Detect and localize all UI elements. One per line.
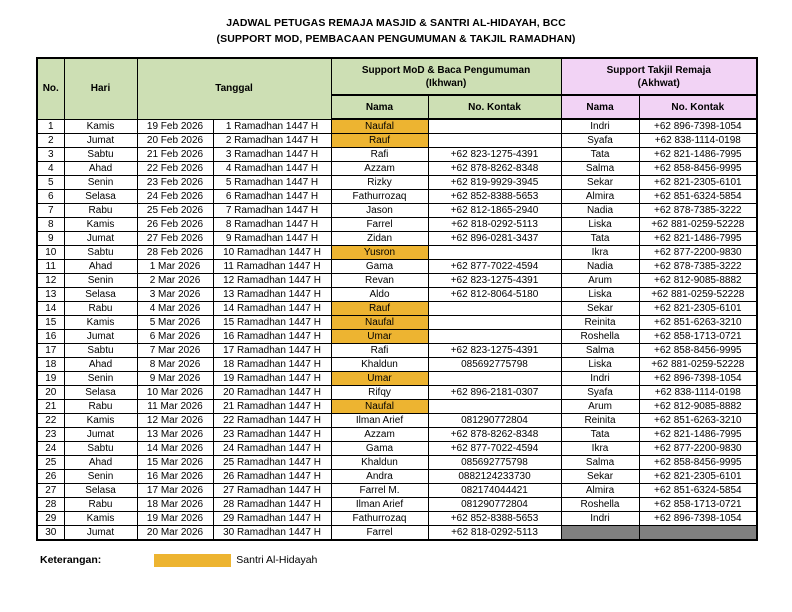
cell-tanggal: 9 Mar 2026	[137, 372, 213, 386]
cell-hari: Jumat	[64, 526, 137, 541]
cell-akhwat-kontak: +62 812-9085-8882	[639, 274, 757, 288]
cell-akhwat-kontak: +62 858-1713-0721	[639, 498, 757, 512]
cell-ikhwan-kontak: +62 896-2181-0307	[428, 386, 561, 400]
cell-hari: Kamis	[64, 512, 137, 526]
cell-akhwat-kontak: +62 821-2305-6101	[639, 470, 757, 484]
cell-ramadhan: 9 Ramadhan 1447 H	[213, 232, 331, 246]
cell-no: 6	[37, 190, 64, 204]
cell-akhwat-nama: Sekar	[561, 470, 639, 484]
cell-akhwat-nama: Ikra	[561, 246, 639, 260]
cell-hari: Sabtu	[64, 148, 137, 162]
cell-akhwat-kontak: +62 877-2200-9830	[639, 246, 757, 260]
cell-akhwat-nama: Reinita	[561, 414, 639, 428]
table-row	[37, 358, 757, 372]
cell-ramadhan: 14 Ramadhan 1447 H	[213, 302, 331, 316]
cell-ramadhan: 8 Ramadhan 1447 H	[213, 218, 331, 232]
cell-tanggal: 17 Mar 2026	[137, 484, 213, 498]
cell-akhwat-kontak: +62 821-1486-7995	[639, 232, 757, 246]
cell-akhwat-nama: Tata	[561, 428, 639, 442]
cell-no: 20	[37, 386, 64, 400]
cell-ikhwan-nama: Ilman Arief	[331, 414, 428, 428]
cell-ikhwan-kontak	[428, 302, 561, 316]
cell-tanggal: 15 Mar 2026	[137, 456, 213, 470]
cell-ikhwan-kontak: +62 823-1275-4391	[428, 274, 561, 288]
cell-no: 11	[37, 260, 64, 274]
cell-akhwat-nama: Salma	[561, 162, 639, 176]
cell-hari: Ahad	[64, 260, 137, 274]
cell-tanggal: 23 Feb 2026	[137, 176, 213, 190]
table-row	[37, 414, 757, 428]
cell-akhwat-nama: Liska	[561, 218, 639, 232]
cell-akhwat-nama: Syafa	[561, 134, 639, 148]
cell-ramadhan: 20 Ramadhan 1447 H	[213, 386, 331, 400]
cell-ikhwan-kontak: +62 819-9929-3945	[428, 176, 561, 190]
cell-ikhwan-kontak	[428, 400, 561, 414]
cell-hari: Kamis	[64, 414, 137, 428]
cell-no: 28	[37, 498, 64, 512]
header-group-ikhwan-line2: (Ikhwan)	[425, 77, 467, 89]
cell-ikhwan-nama: Rizky	[331, 176, 428, 190]
legend-swatch-meaning: Santri Al-Hidayah	[236, 554, 318, 566]
legend-label: Keterangan:	[40, 554, 102, 566]
cell-ikhwan-kontak: +62 812-1865-2940	[428, 204, 561, 218]
legend	[40, 553, 317, 567]
cell-no: 16	[37, 330, 64, 344]
cell-no: 9	[37, 232, 64, 246]
cell-hari: Jumat	[64, 232, 137, 246]
cell-tanggal: 26 Feb 2026	[137, 218, 213, 232]
cell-ramadhan: 10 Ramadhan 1447 H	[213, 246, 331, 260]
cell-ikhwan-kontak: +62 818-0292-5113	[428, 218, 561, 232]
cell-ikhwan-nama: Gama	[331, 260, 428, 274]
title-line-1: JADWAL PETUGAS REMAJA MASJID & SANTRI AL-HIDAYAH, BCC	[226, 17, 566, 29]
cell-akhwat-nama: Almira	[561, 190, 639, 204]
header-ikhwan-kontak: No. Kontak	[428, 95, 561, 119]
table-row	[37, 134, 757, 148]
cell-ikhwan-kontak	[428, 316, 561, 330]
table-row	[37, 148, 757, 162]
cell-ramadhan: 18 Ramadhan 1447 H	[213, 358, 331, 372]
cell-ramadhan: 6 Ramadhan 1447 H	[213, 190, 331, 204]
cell-no: 7	[37, 204, 64, 218]
table-row	[37, 498, 757, 512]
cell-akhwat-nama: Indri	[561, 512, 639, 526]
table-row	[37, 190, 757, 204]
header-group-akhwat	[561, 58, 757, 95]
cell-ikhwan-nama: Farrel	[331, 526, 428, 541]
cell-hari: Senin	[64, 176, 137, 190]
cell-tanggal: 28 Feb 2026	[137, 246, 213, 260]
cell-akhwat-kontak: +62 851-6324-5854	[639, 484, 757, 498]
cell-ikhwan-kontak	[428, 246, 561, 260]
cell-ikhwan-kontak: 082174044421	[428, 484, 561, 498]
cell-akhwat-kontak: +62 821-2305-6101	[639, 176, 757, 190]
table-row	[37, 526, 757, 541]
cell-ikhwan-kontak: +62 877-7022-4594	[428, 260, 561, 274]
cell-ramadhan: 27 Ramadhan 1447 H	[213, 484, 331, 498]
cell-ikhwan-kontak	[428, 372, 561, 386]
cell-ikhwan-nama: Revan	[331, 274, 428, 288]
cell-hari: Selasa	[64, 190, 137, 204]
table-row	[37, 442, 757, 456]
cell-ikhwan-nama: Naufal	[331, 400, 428, 414]
cell-ramadhan: 23 Ramadhan 1447 H	[213, 428, 331, 442]
cell-no: 23	[37, 428, 64, 442]
cell-ikhwan-nama: Gama	[331, 442, 428, 456]
cell-ikhwan-kontak: +62 878-8262-8348	[428, 162, 561, 176]
cell-tanggal: 8 Mar 2026	[137, 358, 213, 372]
cell-ikhwan-kontak: +62 852-8388-5653	[428, 512, 561, 526]
cell-no: 3	[37, 148, 64, 162]
cell-no: 5	[37, 176, 64, 190]
cell-ramadhan: 13 Ramadhan 1447 H	[213, 288, 331, 302]
cell-akhwat-kontak: +62 878-7385-3222	[639, 204, 757, 218]
table-row	[37, 372, 757, 386]
cell-akhwat-nama: Nadia	[561, 204, 639, 218]
cell-akhwat-nama: Indri	[561, 372, 639, 386]
cell-ikhwan-nama: Naufal	[331, 119, 428, 134]
table-row	[37, 288, 757, 302]
cell-akhwat-nama: Arum	[561, 400, 639, 414]
table-row	[37, 330, 757, 344]
cell-ikhwan-kontak: +62 896-0281-3437	[428, 232, 561, 246]
cell-tanggal: 13 Mar 2026	[137, 428, 213, 442]
cell-ikhwan-nama: Yusron	[331, 246, 428, 260]
cell-tanggal: 12 Mar 2026	[137, 414, 213, 428]
cell-no: 27	[37, 484, 64, 498]
cell-akhwat-kontak: +62 881-0259-52228	[639, 288, 757, 302]
cell-hari: Selasa	[64, 288, 137, 302]
cell-akhwat-kontak: +62 821-1486-7995	[639, 428, 757, 442]
cell-no: 10	[37, 246, 64, 260]
cell-hari: Kamis	[64, 119, 137, 134]
cell-hari: Kamis	[64, 316, 137, 330]
cell-ikhwan-nama: Farrel M.	[331, 484, 428, 498]
cell-ikhwan-nama: Khaldun	[331, 456, 428, 470]
cell-ramadhan: 28 Ramadhan 1447 H	[213, 498, 331, 512]
cell-hari: Senin	[64, 372, 137, 386]
cell-hari: Jumat	[64, 428, 137, 442]
cell-tanggal: 14 Mar 2026	[137, 442, 213, 456]
cell-ramadhan: 17 Ramadhan 1447 H	[213, 344, 331, 358]
cell-hari: Selasa	[64, 484, 137, 498]
cell-akhwat-nama: Ikra	[561, 442, 639, 456]
cell-tanggal: 19 Feb 2026	[137, 119, 213, 134]
cell-ikhwan-nama: Azzam	[331, 162, 428, 176]
table-row	[37, 400, 757, 414]
table-row	[37, 484, 757, 498]
header-group-ikhwan	[331, 58, 561, 95]
header-ikhwan-nama: Nama	[331, 95, 428, 119]
cell-akhwat-kontak: +62 851-6263-3210	[639, 414, 757, 428]
cell-akhwat-nama: Roshella	[561, 498, 639, 512]
cell-tanggal: 6 Mar 2026	[137, 330, 213, 344]
cell-ramadhan: 22 Ramadhan 1447 H	[213, 414, 331, 428]
cell-hari: Kamis	[64, 218, 137, 232]
cell-tanggal: 4 Mar 2026	[137, 302, 213, 316]
cell-tanggal: 3 Mar 2026	[137, 288, 213, 302]
cell-ikhwan-nama: Rafi	[331, 344, 428, 358]
cell-ikhwan-nama: Umar	[331, 330, 428, 344]
cell-tanggal: 22 Feb 2026	[137, 162, 213, 176]
cell-akhwat-nama: Arum	[561, 274, 639, 288]
table-row	[37, 246, 757, 260]
cell-ramadhan: 11 Ramadhan 1447 H	[213, 260, 331, 274]
cell-tanggal: 20 Mar 2026	[137, 526, 213, 541]
table-row	[37, 316, 757, 330]
cell-ramadhan: 5 Ramadhan 1447 H	[213, 176, 331, 190]
header-akhwat-nama: Nama	[561, 95, 639, 119]
cell-ramadhan: 21 Ramadhan 1447 H	[213, 400, 331, 414]
cell-akhwat-kontak: +62 838-1114-0198	[639, 134, 757, 148]
cell-akhwat-nama: Indri	[561, 119, 639, 134]
cell-hari: Sabtu	[64, 344, 137, 358]
cell-tanggal: 18 Mar 2026	[137, 498, 213, 512]
cell-ikhwan-nama: Rauf	[331, 134, 428, 148]
cell-tanggal: 24 Feb 2026	[137, 190, 213, 204]
cell-no: 14	[37, 302, 64, 316]
cell-tanggal: 16 Mar 2026	[137, 470, 213, 484]
cell-no: 24	[37, 442, 64, 456]
cell-ikhwan-kontak	[428, 134, 561, 148]
cell-ikhwan-nama: Rifqy	[331, 386, 428, 400]
cell-akhwat-nama: Syafa	[561, 386, 639, 400]
cell-akhwat-kontak: +62 838-1114-0198	[639, 386, 757, 400]
cell-akhwat-nama: Almira	[561, 484, 639, 498]
cell-ikhwan-kontak: 081290772804	[428, 498, 561, 512]
table-header	[37, 58, 757, 119]
table-row	[37, 456, 757, 470]
table-row	[37, 512, 757, 526]
header-no: No.	[37, 58, 64, 119]
cell-ikhwan-nama: Fathurrozaq	[331, 512, 428, 526]
header-group-akhwat-line1: Support Takjil Remaja	[606, 64, 711, 76]
cell-hari: Sabtu	[64, 442, 137, 456]
cell-ramadhan: 4 Ramadhan 1447 H	[213, 162, 331, 176]
cell-akhwat-kontak: +62 858-8456-9995	[639, 456, 757, 470]
cell-akhwat-kontak: +62 812-9085-8882	[639, 400, 757, 414]
cell-no: 8	[37, 218, 64, 232]
table-row	[37, 470, 757, 484]
cell-ikhwan-kontak: +62 823-1275-4391	[428, 344, 561, 358]
cell-akhwat-kontak: +62 858-8456-9995	[639, 344, 757, 358]
cell-no: 4	[37, 162, 64, 176]
cell-ikhwan-nama: Khaldun	[331, 358, 428, 372]
cell-akhwat-kontak: +62 896-7398-1054	[639, 512, 757, 526]
cell-hari: Senin	[64, 274, 137, 288]
cell-akhwat-kontak: +62 858-8456-9995	[639, 162, 757, 176]
cell-ikhwan-nama: Jason	[331, 204, 428, 218]
cell-akhwat-nama: Tata	[561, 232, 639, 246]
cell-ramadhan: 3 Ramadhan 1447 H	[213, 148, 331, 162]
table-row	[37, 119, 757, 134]
title-line-2: (SUPPORT MOD, PEMBACAAN PENGUMUMAN & TAKJIL RAMADHAN)	[216, 33, 576, 45]
cell-hari: Selasa	[64, 386, 137, 400]
cell-akhwat-kontak: +62 821-1486-7995	[639, 148, 757, 162]
cell-ikhwan-kontak: +62 877-7022-4594	[428, 442, 561, 456]
cell-ikhwan-nama: Umar	[331, 372, 428, 386]
cell-ramadhan: 19 Ramadhan 1447 H	[213, 372, 331, 386]
cell-hari: Rabu	[64, 498, 137, 512]
cell-no: 15	[37, 316, 64, 330]
table-row	[37, 204, 757, 218]
cell-ikhwan-kontak: +62 878-8262-8348	[428, 428, 561, 442]
header-akhwat-kontak: No. Kontak	[639, 95, 757, 119]
table-body	[37, 119, 757, 540]
cell-akhwat-nama: Salma	[561, 344, 639, 358]
cell-akhwat-kontak: +62 896-7398-1054	[639, 372, 757, 386]
cell-ramadhan: 1 Ramadhan 1447 H	[213, 119, 331, 134]
cell-ikhwan-kontak: 085692775798	[428, 358, 561, 372]
cell-tanggal: 7 Mar 2026	[137, 344, 213, 358]
cell-ikhwan-nama: Fathurrozaq	[331, 190, 428, 204]
cell-ramadhan: 29 Ramadhan 1447 H	[213, 512, 331, 526]
cell-ramadhan: 16 Ramadhan 1447 H	[213, 330, 331, 344]
cell-ikhwan-nama: Aldo	[331, 288, 428, 302]
table-row	[37, 344, 757, 358]
cell-no: 26	[37, 470, 64, 484]
table-row	[37, 302, 757, 316]
cell-akhwat-nama: Sekar	[561, 302, 639, 316]
cell-no: 13	[37, 288, 64, 302]
cell-no: 12	[37, 274, 64, 288]
cell-akhwat-kontak: +62 881-0259-52228	[639, 358, 757, 372]
cell-no: 22	[37, 414, 64, 428]
cell-ramadhan: 26 Ramadhan 1447 H	[213, 470, 331, 484]
header-group-ikhwan-line1: Support MoD & Baca Pengumuman	[361, 64, 531, 76]
cell-akhwat-kontak: +62 821-2305-6101	[639, 302, 757, 316]
cell-akhwat-nama: Roshella	[561, 330, 639, 344]
cell-ramadhan: 7 Ramadhan 1447 H	[213, 204, 331, 218]
cell-akhwat-kontak: +62 858-1713-0721	[639, 330, 757, 344]
table-row	[37, 428, 757, 442]
header-hari: Hari	[64, 58, 137, 119]
cell-ramadhan: 12 Ramadhan 1447 H	[213, 274, 331, 288]
header-tanggal: Tanggal	[137, 58, 331, 119]
cell-ramadhan: 15 Ramadhan 1447 H	[213, 316, 331, 330]
table-row	[37, 176, 757, 190]
header-group-akhwat-line2: (Akhwat)	[637, 77, 680, 89]
cell-no: 2	[37, 134, 64, 148]
cell-akhwat-nama: Liska	[561, 358, 639, 372]
cell-tanggal: 5 Mar 2026	[137, 316, 213, 330]
cell-no: 30	[37, 526, 64, 541]
cell-akhwat-kontak: +62 881-0259-52228	[639, 218, 757, 232]
table-row	[37, 218, 757, 232]
table-row	[37, 386, 757, 400]
cell-ikhwan-nama: Ilman Arief	[331, 498, 428, 512]
cell-ikhwan-nama: Azzam	[331, 428, 428, 442]
cell-ikhwan-nama: Zidan	[331, 232, 428, 246]
cell-no: 25	[37, 456, 64, 470]
table-row	[37, 260, 757, 274]
cell-tanggal: 2 Mar 2026	[137, 274, 213, 288]
cell-akhwat-nama: Nadia	[561, 260, 639, 274]
table-row	[37, 232, 757, 246]
cell-akhwat-kontak: +62 851-6324-5854	[639, 190, 757, 204]
cell-hari: Ahad	[64, 358, 137, 372]
cell-hari: Sabtu	[64, 246, 137, 260]
cell-tanggal: 25 Feb 2026	[137, 204, 213, 218]
cell-ikhwan-kontak: 0882124233730	[428, 470, 561, 484]
cell-ramadhan: 30 Ramadhan 1447 H	[213, 526, 331, 541]
cell-no: 18	[37, 358, 64, 372]
cell-ikhwan-nama: Naufal	[331, 316, 428, 330]
cell-akhwat-kontak: +62 878-7385-3222	[639, 260, 757, 274]
cell-hari: Ahad	[64, 456, 137, 470]
cell-akhwat-kontak: +62 896-7398-1054	[639, 119, 757, 134]
cell-no: 19	[37, 372, 64, 386]
cell-ikhwan-nama: Rafi	[331, 148, 428, 162]
cell-akhwat-nama: Tata	[561, 148, 639, 162]
cell-ikhwan-nama: Farrel	[331, 218, 428, 232]
cell-tanggal: 1 Mar 2026	[137, 260, 213, 274]
cell-ikhwan-kontak: +62 852-8388-5653	[428, 190, 561, 204]
schedule-table	[36, 57, 758, 541]
cell-akhwat-nama: Reinita	[561, 316, 639, 330]
cell-ikhwan-nama: Andra	[331, 470, 428, 484]
page-title	[0, 0, 792, 47]
cell-hari: Jumat	[64, 134, 137, 148]
legend-color-swatch	[154, 554, 231, 567]
cell-akhwat-nama: Liska	[561, 288, 639, 302]
cell-hari: Rabu	[64, 400, 137, 414]
cell-ikhwan-kontak	[428, 119, 561, 134]
cell-ikhwan-kontak: +62 823-1275-4391	[428, 148, 561, 162]
cell-hari: Jumat	[64, 330, 137, 344]
cell-hari: Ahad	[64, 162, 137, 176]
cell-no: 21	[37, 400, 64, 414]
cell-hari: Senin	[64, 470, 137, 484]
cell-ikhwan-kontak: 081290772804	[428, 414, 561, 428]
cell-ikhwan-nama: Rauf	[331, 302, 428, 316]
cell-ramadhan: 24 Ramadhan 1447 H	[213, 442, 331, 456]
cell-akhwat-kontak: +62 851-6263-3210	[639, 316, 757, 330]
table-row	[37, 274, 757, 288]
cell-no: 29	[37, 512, 64, 526]
cell-tanggal: 11 Mar 2026	[137, 400, 213, 414]
cell-akhwat-nama	[561, 526, 639, 541]
cell-ramadhan: 2 Ramadhan 1447 H	[213, 134, 331, 148]
cell-ramadhan: 25 Ramadhan 1447 H	[213, 456, 331, 470]
cell-ikhwan-kontak: +62 818-0292-5113	[428, 526, 561, 541]
cell-tanggal: 27 Feb 2026	[137, 232, 213, 246]
cell-tanggal: 10 Mar 2026	[137, 386, 213, 400]
cell-tanggal: 20 Feb 2026	[137, 134, 213, 148]
cell-ikhwan-kontak: 085692775798	[428, 456, 561, 470]
cell-tanggal: 19 Mar 2026	[137, 512, 213, 526]
table-row	[37, 162, 757, 176]
cell-akhwat-nama: Sekar	[561, 176, 639, 190]
cell-tanggal: 21 Feb 2026	[137, 148, 213, 162]
cell-no: 1	[37, 119, 64, 134]
cell-akhwat-kontak: +62 877-2200-9830	[639, 442, 757, 456]
cell-ikhwan-kontak: +62 812-8064-5180	[428, 288, 561, 302]
cell-akhwat-nama: Salma	[561, 456, 639, 470]
cell-akhwat-kontak	[639, 526, 757, 541]
cell-hari: Rabu	[64, 302, 137, 316]
cell-no: 17	[37, 344, 64, 358]
cell-ikhwan-kontak	[428, 330, 561, 344]
cell-hari: Rabu	[64, 204, 137, 218]
